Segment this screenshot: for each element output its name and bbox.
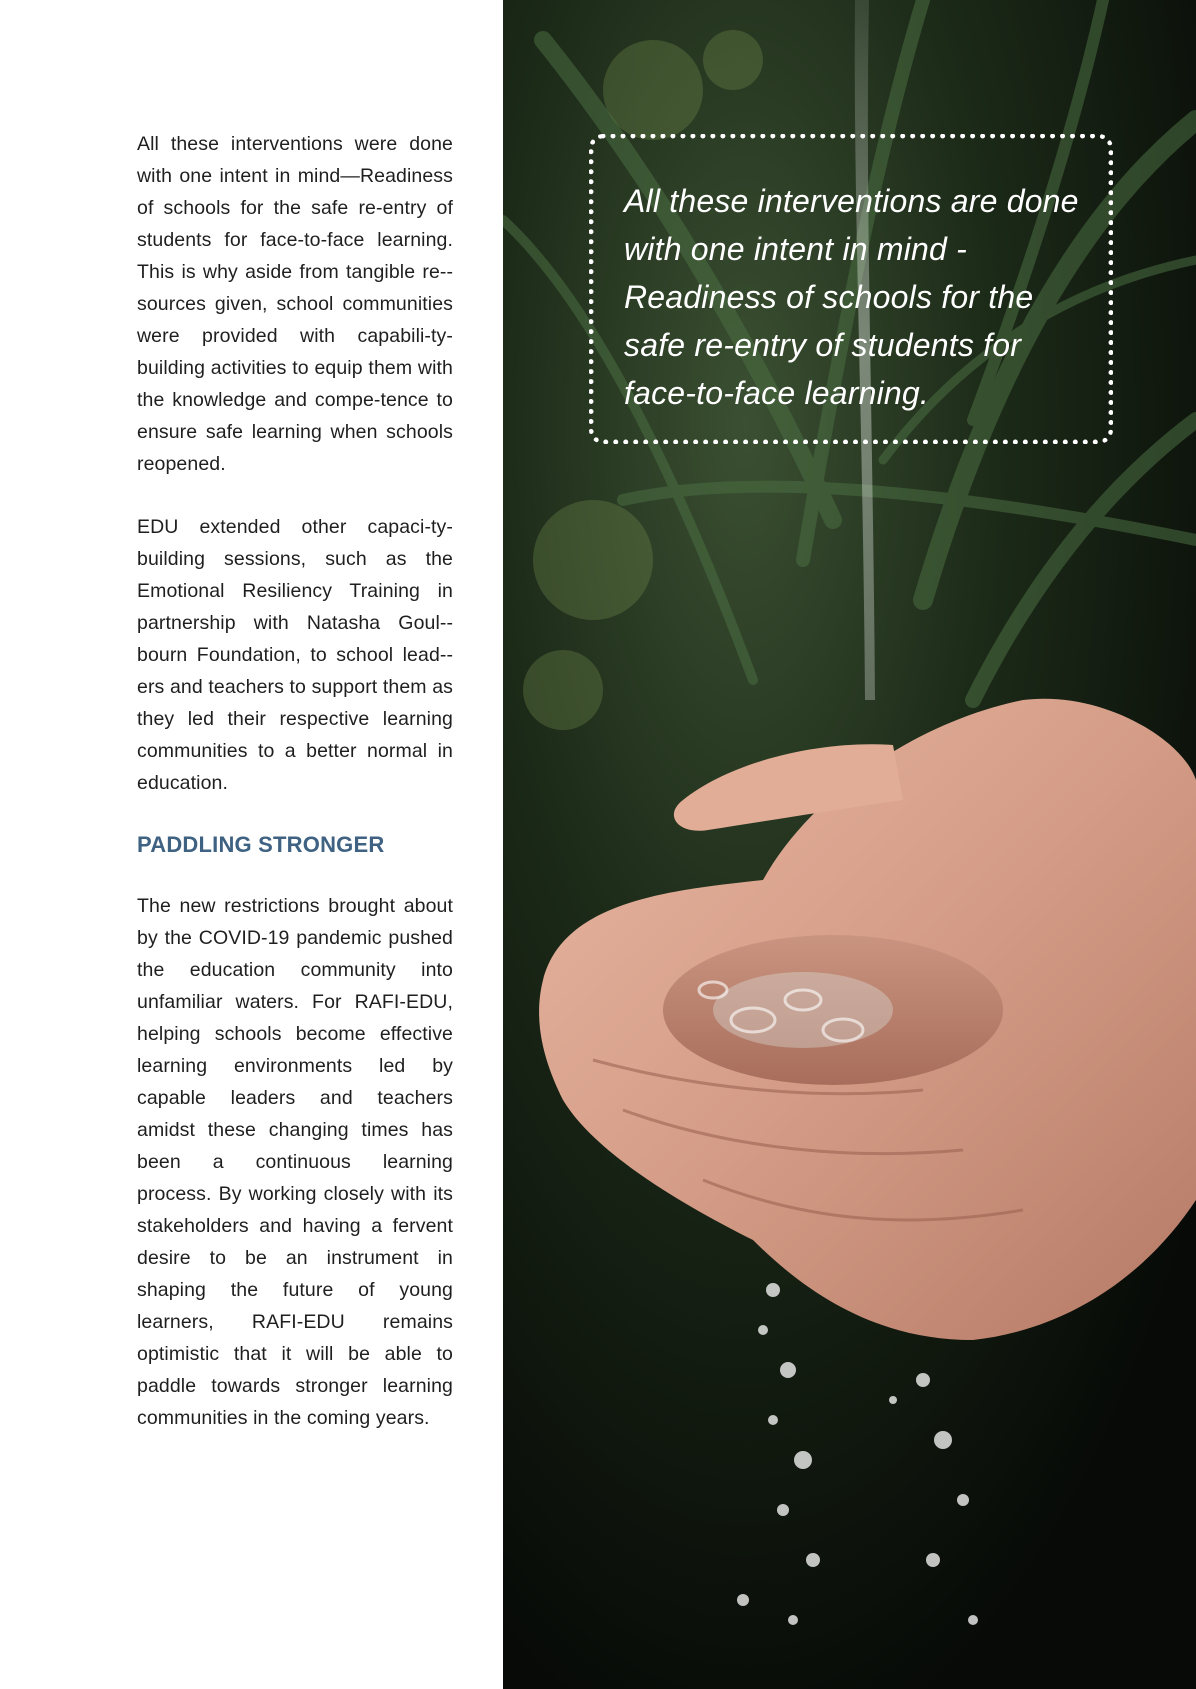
pull-quote-text: All these interventions are done with one intent in mind - Readiness of schools for the safe re-entry of students for face-to-face learning. bbox=[624, 183, 1079, 411]
body-paragraph-1: All these interventions were done with one intent in mind—Readiness of schools for the safe re-entry of students for face-to-face learning. This is why aside from tangible re-sources given, school communities were provided with capabili-ty-building activities to equip them with the knowledge and compe-tence to ensure safe learning when schools reopened. bbox=[137, 133, 453, 475]
section-heading: PADDLING STRONGER bbox=[137, 832, 385, 857]
pull-quote-box bbox=[589, 134, 1113, 444]
body-paragraph-3: The new restrictions brought about by the COVID-19 pandemic pushed the education community into unfamiliar waters. For RAFI-EDU, helping schools become effective learning environments led by capable leaders and teachers amidst these changing times has been a continuous learning process. By working closely with its stakeholders and having a fervent desire to be an instrument in shaping the future of young learners, RAFI-EDU remains optimistic that it will be able to paddle towards stronger learning communities in the coming years. bbox=[137, 895, 453, 1429]
body-paragraph-2: EDU extended other capaci-ty-building sessions, such as the Emotional Resiliency Training in partnership with Natasha Goul-bourn Foundation, to school lead-ers and teachers to support them as they led their respective learning communities to a better normal in education. bbox=[137, 516, 453, 794]
text-column bbox=[137, 128, 453, 1465]
